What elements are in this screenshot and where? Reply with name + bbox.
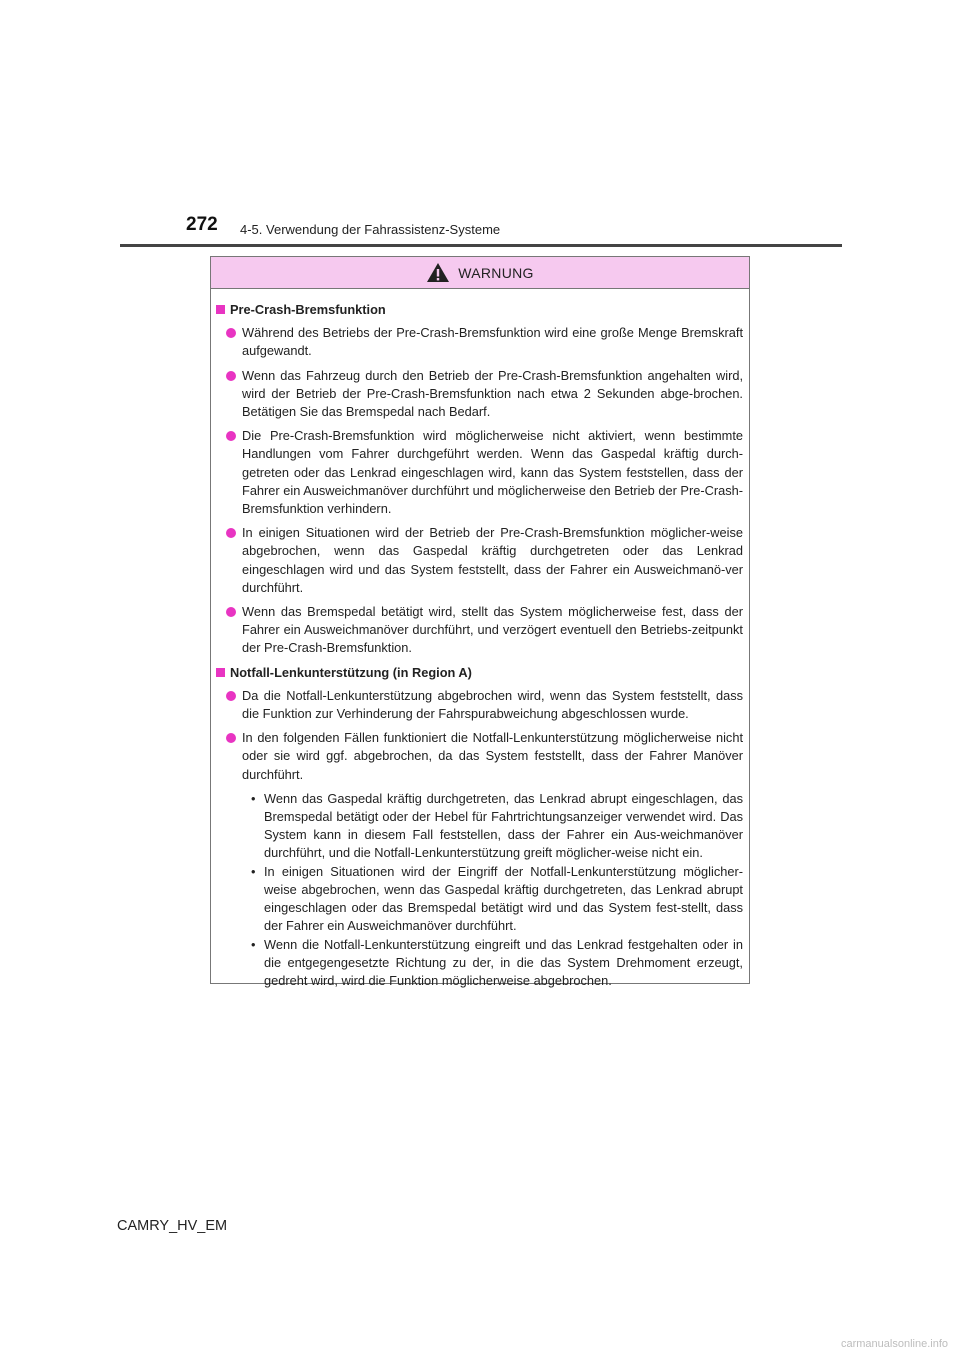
sub-list-item <box>251 790 743 863</box>
section-heading-text: Notfall-Lenkunterstützung (in Region A) <box>230 664 472 680</box>
circle-bullet-icon <box>226 607 236 617</box>
sub-item-text: In einigen Situationen wird der Eingriff der Notfall-Lenkunterstützung möglicher-weise abgebrochen, wenn das Gaspedal kräftig durchgetreten, das Lenkrad abrupt eingeschlagen oder das Bremspedal betätigt wird und das System fest-stellt, dass der Fahrer ein Ausweichmanöver durchführt. <box>264 863 743 934</box>
circle-bullet-icon <box>226 691 236 701</box>
warning-box <box>210 256 750 988</box>
bullet-text: Wenn das Bremspedal betätigt wird, stellt das System möglicherweise fest, dass der Fahrer ein Ausweichmanöver durchführt, und verzögert eventuell den Betriebs-zeitpunkt der Pre-Crash-Bremsfunktion. <box>242 604 743 656</box>
sub-list <box>216 790 743 990</box>
list-item <box>216 729 743 784</box>
sub-list-item <box>251 936 743 991</box>
warning-header <box>211 257 749 289</box>
watermark: carmanualsonline.info <box>840 1338 948 1350</box>
bullet-text: Da die Notfall-Lenkunterstützung abgebrochen wird, wenn das System feststellt, dass die Funktion zur Verhinderung der Fahrspurabweichung abgeschlossen wurde. <box>242 687 743 722</box>
sub-item-text: Wenn die Notfall-Lenkunterstützung eingreift und das Lenkrad festgehalten oder in die entgegengesetzte Richtung zu der, in die das System Drehmoment erzeugt, gedreht wird, wird die Funktion möglicherweise abgebrochen. <box>264 936 743 988</box>
circle-bullet-icon <box>226 431 236 441</box>
section-heading-text: Pre-Crash-Bremsfunktion <box>230 302 386 317</box>
section-heading-emergency-steering <box>216 664 743 682</box>
list-item <box>216 524 743 597</box>
list-item <box>216 427 743 518</box>
sub-list-item <box>251 863 743 936</box>
warning-triangle-icon <box>426 262 450 283</box>
list-item <box>216 603 743 658</box>
bullet-text: Wenn das Fahrzeug durch den Betrieb der Pre-Crash-Bremsfunktion angehalten wird, wird der Betrieb der Pre-Crash-Bremsfunktion nach etwa 2 Sekunden abge-brochen. Betätigen Sie das Bremspedal nach Bedarf. <box>242 367 743 420</box>
circle-bullet-icon <box>226 328 236 338</box>
dot-bullet-icon: • <box>251 863 256 879</box>
warning-title: WARNUNG <box>458 264 534 281</box>
footer-code: CAMRY_HV_EM <box>117 1218 228 1234</box>
header-rule <box>120 244 842 247</box>
bullet-text: Die Pre-Crash-Bremsfunktion wird möglicherweise nicht aktiviert, wenn bestimmte Handlungen vom Fahrer durchgeführt werden. Wenn das Gaspedal kräftig durch-getreten oder das Lenkrad eingeschlagen wird, kann das System feststellen, dass der Fahrer ein Ausweichmanöver durchführt und möglicherweise den Betrieb der Pre-Crash-Bremsfunktion verhindern. <box>242 428 743 517</box>
square-bullet-icon <box>216 668 225 677</box>
bullet-text: Während des Betriebs der Pre-Crash-Bremsfunktion wird eine große Menge Bremskraft aufgewandt. <box>242 325 743 359</box>
circle-bullet-icon <box>226 733 236 743</box>
section-title: 4-5. Verwendung der Fahrassistenz-Systeme <box>240 222 501 237</box>
dot-bullet-icon: • <box>251 790 256 806</box>
circle-bullet-icon <box>226 371 236 381</box>
list-item <box>216 324 743 360</box>
square-bullet-icon <box>216 305 225 314</box>
page-number: 272 <box>186 214 218 235</box>
sub-item-text: Wenn das Gaspedal kräftig durchgetreten, das Lenkrad abrupt eingeschlagen, das Bremspedal betätigt oder der Hebel für Fahrtrichtungsanzeiger verwendet wird. Das System kann in diesem Fall feststellen, dass der Fahrer ein Aus-weichmanöver durchführt, und die Notfall-Lenkunterstützung greift möglicher-weise nicht ein. <box>264 790 743 861</box>
bullet-text: In den folgenden Fällen funktioniert die Notfall-Lenkunterstützung möglicherweise nicht oder sie wird ggf. abgebrochen, da das System feststellt, dass der Fahrer Manöver durchführt. <box>242 730 743 782</box>
warning-body <box>211 289 749 990</box>
bullet-text: In einigen Situationen wird der Betrieb der Pre-Crash-Bremsfunktion möglicher-weise abgebrochen, wenn das Gaspedal kräftig durchgetreten oder das Lenkrad eingeschlagen wird und das System feststellt, dass der Fahrer ein Ausweichmanö-ver durchführt. <box>242 525 743 595</box>
circle-bullet-icon <box>226 528 236 538</box>
list-item <box>216 687 743 723</box>
dot-bullet-icon: • <box>251 936 256 952</box>
list-item <box>216 367 743 422</box>
section-heading-pre-crash <box>216 301 743 319</box>
